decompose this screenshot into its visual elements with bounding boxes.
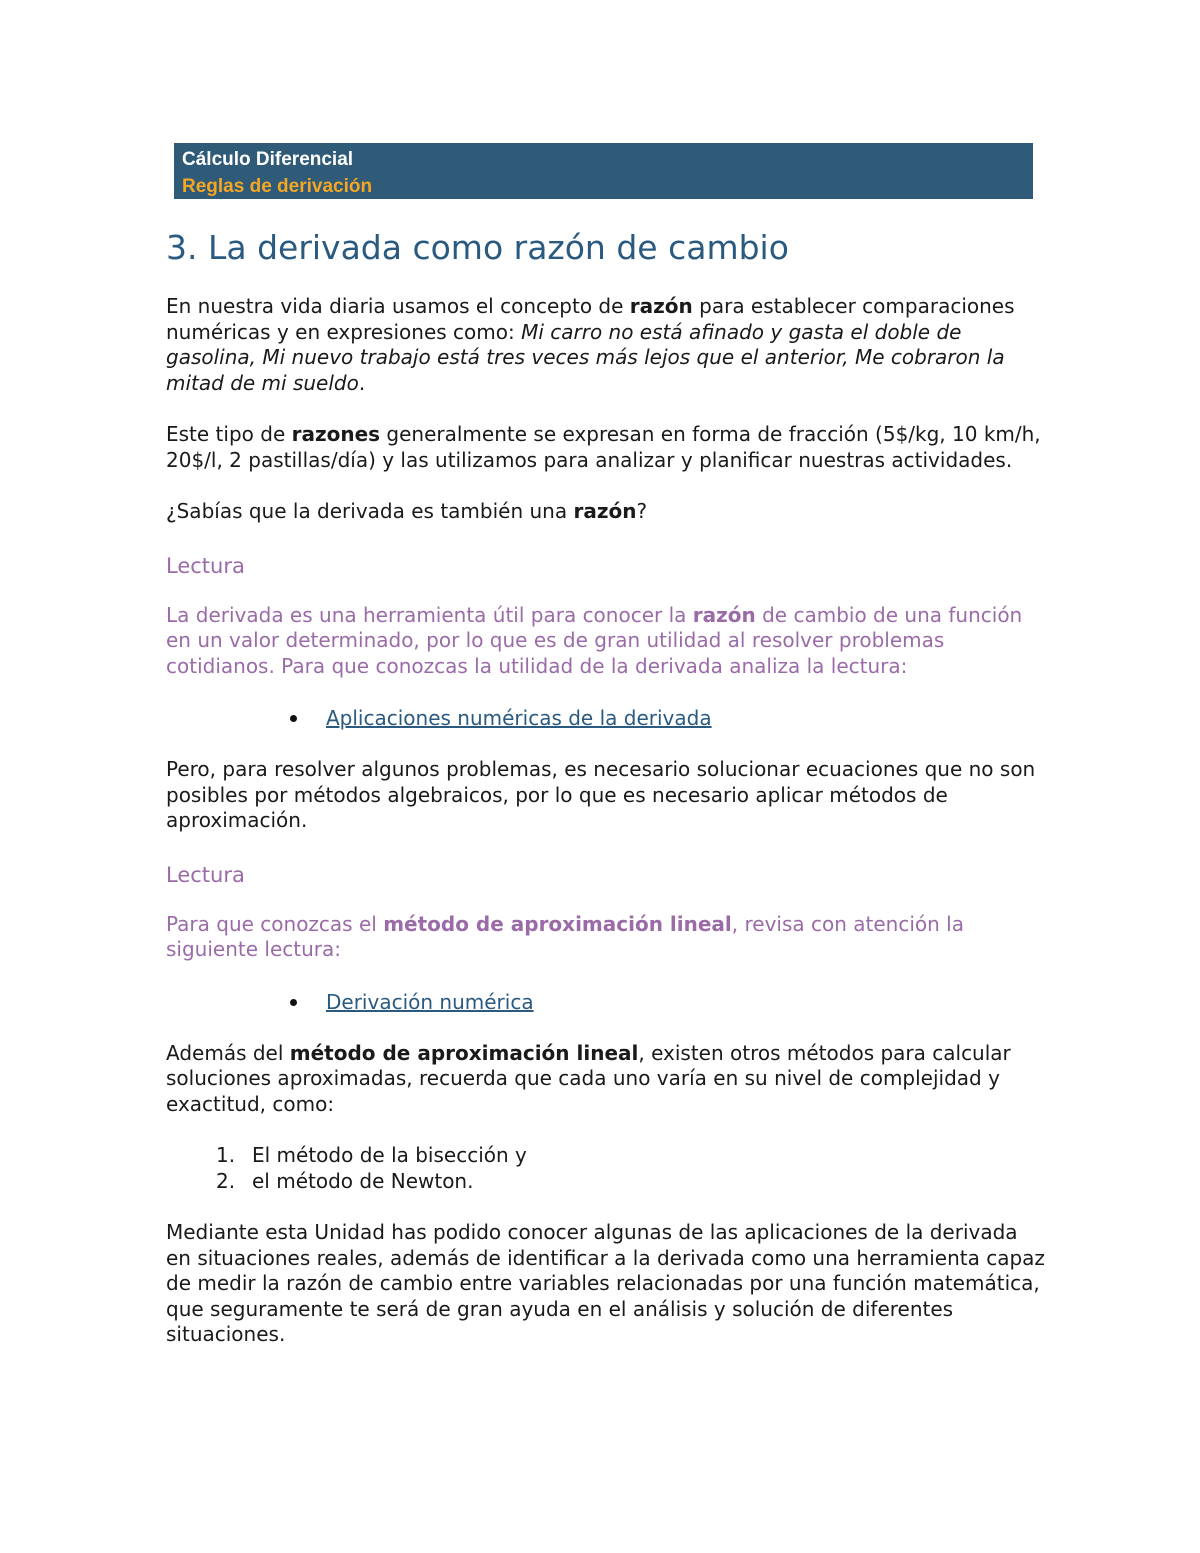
bold-text: razón	[573, 499, 637, 523]
text: para establecer comparaciones numéricas y en expresiones como:	[166, 294, 1015, 344]
bold-text: método de aproximación lineal	[383, 911, 732, 936]
lectura-heading-2: Lectura	[166, 862, 245, 887]
text: ?	[636, 499, 648, 523]
text: .	[358, 370, 366, 395]
text: generalmente se expresan en forma de fracción (5$/kg, 10 km/h, 20$/l, 2 pastillas/día) y las utilizamos para analizar y planificar nuestras actividades.	[166, 422, 1041, 472]
course-subtitle: Reglas de derivación	[182, 176, 373, 197]
bold-text: método de aproximación lineal	[289, 1040, 639, 1065]
metodos-paragraph	[166, 1041, 1046, 1118]
link-derivacion-numerica[interactable]: Derivación numérica	[326, 989, 534, 1014]
text: , existen otros métodos para calcular soluciones aproximadas, recuerda que cada uno varía en su nivel de complejidad y exactitud, como:	[166, 1040, 1011, 1116]
list-text: el método de Newton.	[252, 1168, 474, 1193]
text: , revisa con atención la siguiente lectura:	[166, 911, 964, 961]
text: La derivada es una herramienta útil para conocer la	[166, 602, 693, 627]
page-title: 3. La derivada como razón de cambio	[166, 228, 789, 267]
italic-examples: Mi carro no está afinado y gasta el doble de gasolina, Mi nuevo trabajo está tres veces más lejos que el anterior, Me cobraron la mitad de mi sueldo	[166, 319, 1005, 395]
intro-paragraph	[166, 294, 1046, 396]
aproximacion-paragraph: Pero, para resolver algunos problemas, es necesario solucionar ecuaciones que no son posibles por métodos algebraicos, por lo que es necesario aplicar métodos de aproximación.	[166, 757, 1036, 832]
list-text: El método de la bisección y	[252, 1143, 527, 1167]
methods-list	[166, 1143, 1046, 1194]
lectura-heading-1: Lectura	[166, 553, 245, 578]
text: Para que conozcas el	[166, 911, 384, 936]
list-number: 2.	[216, 1168, 236, 1193]
course-title: Cálculo Diferencial	[182, 149, 354, 170]
bold-text: razón	[692, 602, 756, 627]
list-item	[166, 705, 1046, 731]
text: En nuestra vida diaria usamos el concepto de	[166, 294, 630, 318]
lectura-paragraph-2	[166, 912, 1046, 963]
text: de cambio de una función en un valor determinado, por lo que es de gran utilidad al resolver problemas cotidianos. Para que conozcas la utilidad de la derivada analiza la lectura:	[166, 602, 1023, 678]
list-item	[166, 1169, 1046, 1195]
text: Además del	[166, 1040, 290, 1065]
list-item	[166, 1143, 1046, 1169]
document-body	[166, 226, 1046, 1348]
bold-text: razón	[629, 294, 693, 318]
reading-list-2	[166, 989, 1046, 1015]
text: ¿Sabías que la derivada es también una	[166, 499, 574, 523]
lectura-paragraph-1	[166, 603, 1046, 680]
list-item	[166, 989, 1046, 1015]
conclusion-paragraph: Mediante esta Unidad has podido conocer algunas de las aplicaciones de la derivada en situaciones reales, además de identificar a la derivada como una herramienta capaz de medir la razón de cambio entre variables relacionadas por una función matemática, que seguramente te será de gran ayuda en el análisis y solución de diferentes situaciones.	[166, 1220, 1045, 1346]
bold-text: razones	[291, 422, 381, 446]
list-number: 1.	[216, 1143, 236, 1167]
link-aplicaciones-numericas[interactable]: Aplicaciones numéricas de la derivada	[326, 706, 712, 730]
course-header	[174, 143, 1033, 199]
razones-paragraph	[166, 422, 1046, 473]
reading-list-1	[166, 705, 1046, 731]
question-paragraph	[166, 499, 1046, 525]
text: Este tipo de	[166, 422, 292, 446]
